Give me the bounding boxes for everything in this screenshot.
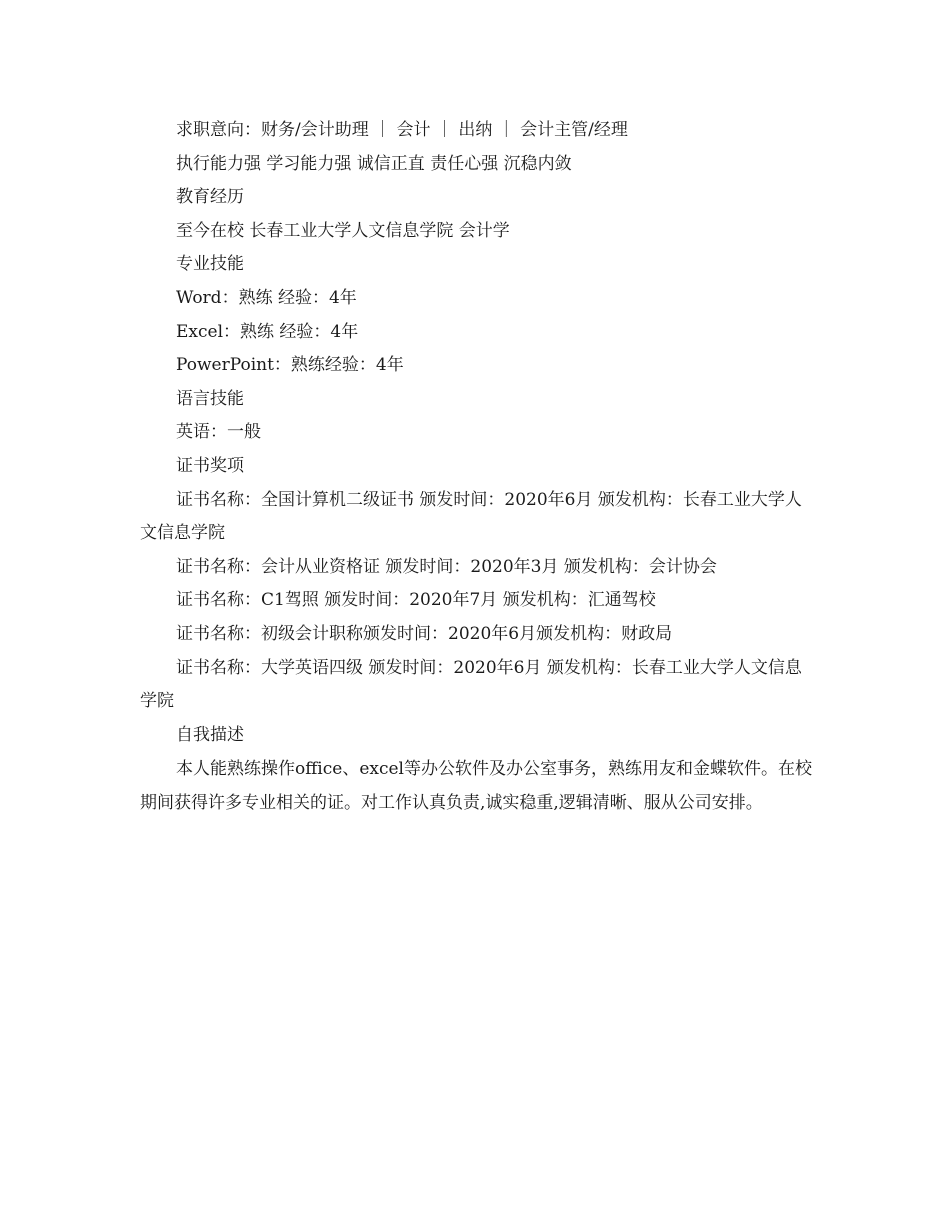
skill-item-powerpoint: PowerPoint：熟练经验：4年 — [176, 355, 404, 376]
job-intention: 求职意向：财务/会计助理 ｜ 会计 ｜ 出纳 ｜ 会计主管/经理 — [176, 120, 628, 140]
language-item-english: 英语：一般 — [176, 422, 261, 443]
certificate-item: 证书名称：大学英语四级 颁发时间：2020年6月 颁发机构：长春工业大学人文信息学院 — [140, 657, 802, 712]
personal-traits: 执行能力强 学习能力强 诚信正直 责任心强 沉稳内敛 — [176, 153, 572, 174]
certificates-heading: 证书奖项 — [176, 455, 244, 476]
certificate-item: 证书名称：全国计算机二级证书 颁发时间：2020年6月 颁发机构：长春工业大学人文信息学院 — [140, 489, 802, 544]
self-description-heading: 自我描述 — [176, 724, 244, 745]
self-description-text: 本人能熟练操作office、excel等办公软件及办公室事务，熟练用友和金蝶软件。在校期间获得许多专业相关的证。对工作认真负责,诚实稳重,逻辑清晰、服从公司安排。 — [140, 759, 812, 814]
education-heading: 教育经历 — [176, 187, 244, 208]
skill-item-word: Word：熟练 经验：4年 — [176, 287, 357, 308]
certificate-item: 证书名称：初级会计职称颁发时间：2020年6月颁发机构：财政局 — [176, 623, 673, 644]
skill-item-excel: Excel：熟练 经验：4年 — [176, 321, 359, 342]
resume-document — [140, 114, 816, 820]
skills-heading: 专业技能 — [176, 254, 244, 275]
certificate-item: 证书名称：C1驾照 颁发时间：2020年7月 颁发机构：汇通驾校 — [176, 590, 656, 611]
education-entry: 至今在校 长春工业大学人文信息学院 会计学 — [176, 220, 510, 241]
language-heading: 语言技能 — [176, 388, 244, 409]
certificate-item: 证书名称：会计从业资格证 颁发时间：2020年3月 颁发机构：会计协会 — [176, 556, 717, 577]
